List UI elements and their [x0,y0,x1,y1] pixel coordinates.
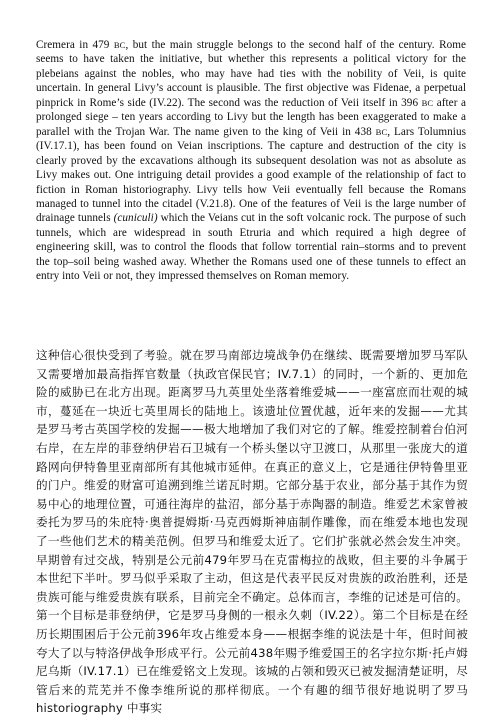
english-text-3: after a prolonged siege – ten years according to Livy but the length has been exaggerated to make a parallel with the Trojan War. The name given to the king of Veii in 438 [36,96,467,138]
chinese-paragraph: 这种信心很快受到了考验。就在罗马南部边境战争仍在继续、既需要增加罗马军队又需要增加最高指挥官数量（执政官保民官；IV.7.1）的同时，一个新的、更加危险的威胁已在北方出现。距离罗马九英里处坐落着维爱城——一座富庶而壮观的城市，蔓延在一块近七英里周长的陆地上。该遗址位置优越，近年来的发掘——尤其是罗马考古英国学校的发掘——极大地增加了我们对它的了解。维爱控制着台伯河右岸，在左岸的菲登纳伊岩石卫城有一个桥头堡以守卫渡口，从那里一张庞大的道路网向伊特鲁里亚南部所有其他城市延伸。在真正的意义上，它是通往伊特鲁里亚的门户。维爱的财富可追溯到维兰诺瓦时期。它部分基于农业，部分基于其作为贸易中心的地理位置，可通往海岸的盐沼，部分基于赤陶器的制造。维爱艺术家曾被委托为罗马的朱庇特·奥普提姆斯·马克西姆斯神庙制作雕像，而在维爱本地也发现了一些他们艺术的精美范例。但罗马和维爱太近了。它们扩张就必然会发生冲突。早期曾有过交战，特别是公元前479年罗马在克雷梅拉的战败，但主要的斗争属于本世纪下半叶。罗马似乎采取了主动，但这是代表平民反对贵族的政治胜利，还是贵族可能与维爱贵族有联系，目前完全不确定。总体而言，李维的记述是可信的。第一个目标是菲登纳伊，它是罗马身侧的一根永久刺（IV.22）。第二个目标是在经历长期围困后于公元前396年攻占维爱本身——根据李维的说法是十年，但时间被夸大了以与特洛伊战争形成平行。公元前438年赐予维爱国王的名字拉尔斯·托卢姆尼乌斯（IV.17.1）已在维爱铭文上发现。该城的占领和毁灭已被发掘清楚证明，尽管后来的荒芜并不像李维所说的那样彻底。一个有趣的细节很好地说明了罗马 historiography 中事实 [36,348,468,716]
english-text-2: , but the main struggle belongs to the second half of the century. Rome seems to have taken the initiative, but whether this represents a political victory for the plebeians against the nobles, who may have had ties with the nobility of Veii, is quite uncertain. In general Livy’s account is plausible. The first objective was Fidenae, a perpetual pinprick in Rome’s side (IV.22). The second was the reduction of Veii itself in 396 [36,39,466,109]
english-text-4: , Lars Tolumnius (IV.17.1), has been found on Veian inscriptions. The capture and destruction of the city is clearly proved by the excavations although its subsequent desolation was not as absolute as Livy makes out. One intriguing detail provides a good example of the relationship of fact to fiction in Roman historiography. Livy tells how Veii eventually fell because the Romans managed to tunnel into the citadel (V.21.8). One of the features of Veii is the large number of drainage tunnels [36,125,466,225]
english-text-6: which the Veians cut in the soft volcanic rock. The purpose of such tunnels, which are widespread in south Etruria and which required a high degree of engineering skill, was to control the floods that follow torrential rain–storms and to prevent the top–soil being washed away. Whether the Romans used one of these tunnels to effect an entry into Veii or not, they impressed themselves on Roman memory. [36,212,466,283]
english-text-1: Cremera in 479 [36,39,114,51]
cuniculi-term: (cuniculi) [113,212,158,225]
english-paragraph [36,38,466,284]
bc-abbreviation: BC [421,97,434,108]
bc-abbreviation: BC [113,40,126,50]
bc-abbreviation: BC [375,126,388,137]
